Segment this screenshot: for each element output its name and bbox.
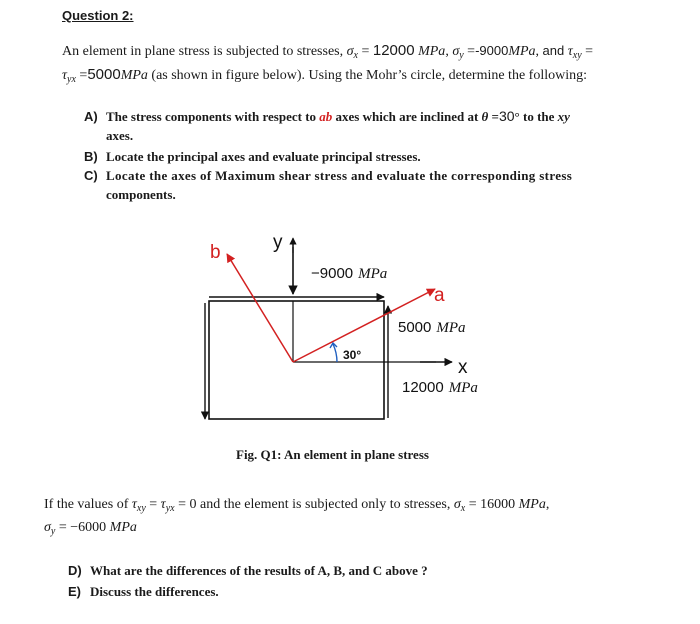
question-label: D) bbox=[68, 563, 82, 578]
intro-line-2: $\tau_{yx} =5000MPa$ (as shown in figure below). Using the Mohr’s circle, determine the following: bbox=[62, 66, 587, 85]
intro-line-1: An element in plane stress is subjected to stresses, $\sigma_x = 12000$ MPa, $\sigma_y =-9000MPa$, and $\tau_{xy}$ = bbox=[62, 42, 594, 61]
sigma-x-value: 12000 bbox=[372, 42, 415, 59]
part2-sigma-x: 16000 bbox=[480, 497, 516, 512]
ab-highlight: ab bbox=[319, 109, 333, 124]
part2-line-1: If the values of $\tau_{xy} = \tau_{yx} = 0$ and the element is subjected only to stresses, $\sigma_x = 16000$ MPa, bbox=[44, 497, 550, 514]
question-label: A) bbox=[84, 109, 98, 124]
question-a: A) The stress components with respect to ab axes which are inclined at θ =30° to the xy bbox=[84, 108, 570, 124]
angle-value: 30 bbox=[498, 108, 515, 124]
y-axis-label: y bbox=[273, 232, 283, 253]
tau-label: 5000 MPa bbox=[398, 319, 466, 336]
sigma-y-label: −9000 MPa bbox=[311, 265, 388, 282]
sigma-y-value: -9000 bbox=[475, 43, 509, 58]
x-axis-label: x bbox=[458, 357, 468, 378]
figure-caption: Fig. Q1: An element in plane stress bbox=[236, 447, 429, 462]
intro-text: An element in plane stress is subjected to stresses, bbox=[62, 44, 347, 59]
intro-text-2: (as shown in figure below). Using the Mohr’s circle, determine the following: bbox=[151, 68, 587, 83]
unit-label-3: MPa bbox=[120, 68, 148, 83]
part2-line-2: $\sigma_y = -6000$ MPa bbox=[44, 520, 137, 537]
a-axis-label: a bbox=[434, 285, 445, 306]
question-e: E) Discuss the differences. bbox=[68, 584, 219, 599]
and-text: and bbox=[542, 43, 565, 58]
sigma-x-label: 12000 MPa bbox=[402, 379, 478, 396]
question-a-cont: axes. bbox=[106, 128, 134, 143]
question-heading: Question 2: bbox=[62, 8, 134, 23]
tau-value: 5000 bbox=[87, 66, 121, 83]
question-label: E) bbox=[68, 584, 81, 599]
question-c: C) Locate the axes of Maximum shear stress and evaluate the corresponding stress bbox=[84, 168, 573, 183]
angle-label: 30° bbox=[343, 348, 362, 362]
question-d: D) What are the differences of the results of A, B, and C above ? bbox=[68, 563, 428, 578]
unit-label-2: MPa bbox=[508, 44, 536, 59]
question-label: B) bbox=[84, 149, 98, 164]
part2-sigma-y: −6000 bbox=[70, 520, 107, 535]
question-label: C) bbox=[84, 168, 98, 183]
b-axis-line bbox=[227, 254, 293, 362]
unit-label: MPa bbox=[418, 44, 446, 59]
b-axis-label: b bbox=[210, 242, 221, 263]
question-c-cont: components. bbox=[106, 187, 176, 202]
question-b: B) Locate the principal axes and evaluate principal stresses. bbox=[84, 149, 421, 164]
